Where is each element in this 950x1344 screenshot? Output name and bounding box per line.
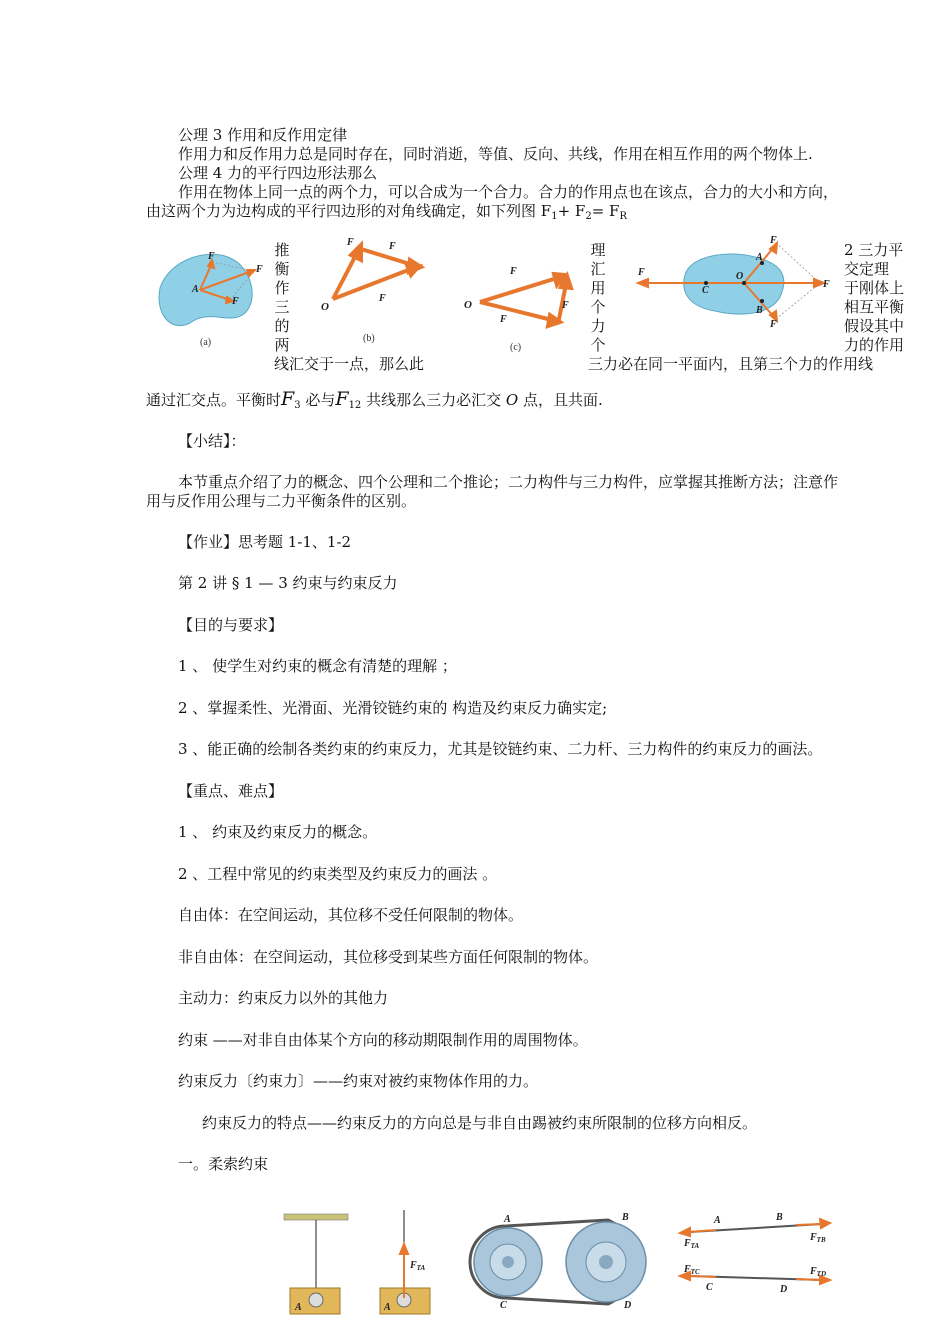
def-free-body: 自由体：在空间运动，其位移不受任何限制的物体。 [178,906,524,924]
axiom4-title: 公理 4 力的平行四边形法那么 [178,164,378,182]
label-a-f1: F [208,251,215,262]
label-b-f2: F [389,241,396,252]
rigid-body-three-force [684,254,784,314]
label-point-c: C [702,285,709,296]
summary-text-2: 用与反作用公理与二力平衡条件的区别。 [146,492,417,510]
label-f2-three: F [770,319,777,330]
label-a-fr: F [256,264,263,275]
figure-belt-pulleys [466,1208,656,1318]
label-c-o: O [464,299,472,311]
ceiling [284,1214,348,1220]
label-belt-b: B [622,1212,629,1223]
def-non-free-body: 非自由体：在空间运动，其位移受到某些方面任何限制的物体。 [178,948,599,966]
sub-1: 1 [551,211,558,222]
f3-letter: F [281,388,295,410]
flexible-constraint-title: 一。柔索约束 [178,1155,269,1173]
f3-sub: 3 [294,400,301,411]
column-left [272,241,292,355]
axiom4-text-2 [146,202,627,226]
lecture-2-title: 第 2 讲 § 1 — 3 约束与约束反力 [178,574,398,592]
column-mid [588,241,608,355]
col-left-5: 两 [274,336,290,354]
label-point-a: A [756,252,763,263]
sub-r: R [619,211,627,222]
label-a-f2: F [232,296,239,307]
figure-hanging-block [282,1210,352,1320]
line-bottom-left: 线汇交于一点，那么此 [274,355,425,373]
right-block [844,241,920,355]
col-mid-1: 汇 [590,260,606,278]
goal-2: 2 、掌握柔性、光滑面、光滑铰链约束的 构造及约束反力确实定; [178,699,608,717]
label-point-b: B [756,305,763,316]
block-pin [309,1293,323,1307]
col-mid-4: 力 [590,317,606,335]
label-ft-c: $F_{TC}$ [684,1264,700,1276]
label-point-o: O [736,271,744,282]
axiom4-text-2-pre: 由这两个力为边构成的平行四边形的对角线确定，如下列图 F [146,202,552,220]
col-mid-0: 理 [590,241,606,259]
col-mid-3: 个 [590,298,606,316]
def-reaction-feature: 约束反力的特点——约束反力的方向总是与非自由踢被约束所限制的位移方向相反。 [202,1114,758,1132]
right-block-5: 力的作用 [844,336,905,354]
concurrent-pre: 通过汇交点。平衡时 [146,391,282,409]
force-triangle-c [480,274,571,326]
label-belt-a: A [504,1214,511,1225]
right-block-0: 2 三力平 [844,241,904,259]
label-belt-c: C [500,1300,507,1311]
caption-c: (c) [510,342,522,353]
goals-title: 【目的与要求】 [178,616,284,634]
label-b-f1: F [347,237,354,248]
col-left-1: 衡 [274,260,290,278]
label-b-fr: F [379,293,386,304]
label-belt-d: D [624,1300,632,1311]
key-2: 2 、工程中常见的约束类型及约束反力的画法 。 [178,865,498,883]
key-1: 1 、 约束及约束反力的概念。 [178,823,378,841]
caption-a: (a) [200,337,212,348]
summary-text-1: 本节重点介绍了力的概念、四个公理和二个推论；二力构件与三力构件，应掌握其推断方法；注意作 [178,473,839,491]
label-f12: F [823,279,830,290]
axiom4-text-2-mid1: + F [557,202,586,220]
col-mid-5: 个 [590,336,606,354]
right-block-1: 交定理 [844,260,890,278]
axiom3-title: 公理 3 作用和反作用定律 [178,126,348,144]
caption-b: (b) [363,333,375,344]
label-bf-c: C [706,1282,713,1293]
right-block-2: 于刚体上 [844,279,905,297]
concurrent-end: 点，且共面. [522,391,603,409]
figure-c [462,260,582,360]
figure-a [150,248,270,348]
concurrent-o: O [505,391,519,409]
label-bf-a: A [714,1215,721,1226]
pulley-left-axle [502,1256,514,1268]
goal-1: 1 、 使学生对约束的概念有清楚的理解 ； [178,657,457,675]
concurrent-post: 共线那么三力必汇交 [366,391,502,409]
def-active-force: 主动力：约束反力以外的其他力 [178,989,389,1007]
def-reaction: 约束反力〔约束力〕——约束对被约束物体作用的力。 [178,1072,539,1090]
label-ft-d: $F_{TD}$ [810,1266,827,1278]
force-triangle-b [333,245,421,299]
label-ft-b: $F_{TB}$ [810,1232,826,1244]
homework: 【作业】思考题 1-1、1-2 [178,533,352,551]
goal-3: 3 、能正确的绘制各类约束的约束反力，尤其是铰链约束、二力杆、三力构件的约束反力的画法。 [178,740,823,758]
right-block-3: 相互平衡 [844,298,905,316]
label-f3: F [638,267,645,278]
axiom3-text: 作用力和反作用力总是同时存在，同时消逝，等值、反向、共线，作用在相互作用的两个物体上. [178,145,813,163]
summary-title: 【小结】： [178,432,246,450]
figure-belt-forces [676,1210,836,1300]
label-ft-a: $F_{TA}$ [684,1238,700,1250]
right-block-4: 假设其中 [844,317,905,335]
line-concurrent [146,386,603,419]
sub-2: 2 [585,211,592,222]
col-left-0: 推 [274,241,290,259]
axiom4-text-2-mid2: = F [591,202,620,220]
label-a-point: A [192,284,199,295]
label-c-f2: F [500,314,507,325]
figure-three-force [630,235,840,335]
col-left-3: 三 [274,298,290,316]
f12-sub: 12 [348,400,362,411]
concurrent-mid: 必与 [305,391,336,409]
figure-b [315,235,430,350]
label-c-f1: F [562,300,569,311]
label-free-a: A [384,1302,391,1313]
label-bf-b: B [776,1212,783,1223]
key-title: 【重点、难点】 [178,782,284,800]
col-mid-2: 用 [590,279,606,297]
col-left-2: 作 [274,279,290,297]
axiom4-text-1: 作用在物体上同一点的两个力，可以合成为一个合力。合力的作用点也在该点，合力的大小和方向， [178,183,839,201]
label-fta: $F_{TA}$ [410,1260,426,1272]
col-left-4: 的 [274,317,290,335]
def-constraint: 约束 ——对非自由体某个方向的移动期限制作用的周围物体。 [178,1031,588,1049]
line-bottom-right: 三力必在同一平面内，且第三个力的作用线 [588,355,874,373]
label-c-fr: F [510,266,517,277]
label-b-o: O [321,301,329,313]
label-f1-three: F [770,235,777,246]
pulley-right-axle [599,1255,613,1269]
figure-rope-force [374,1210,440,1320]
label-bf-d: D [780,1284,788,1295]
f12-letter: F [335,388,349,410]
label-hanging-a: A [295,1302,302,1313]
point-b [760,299,764,303]
